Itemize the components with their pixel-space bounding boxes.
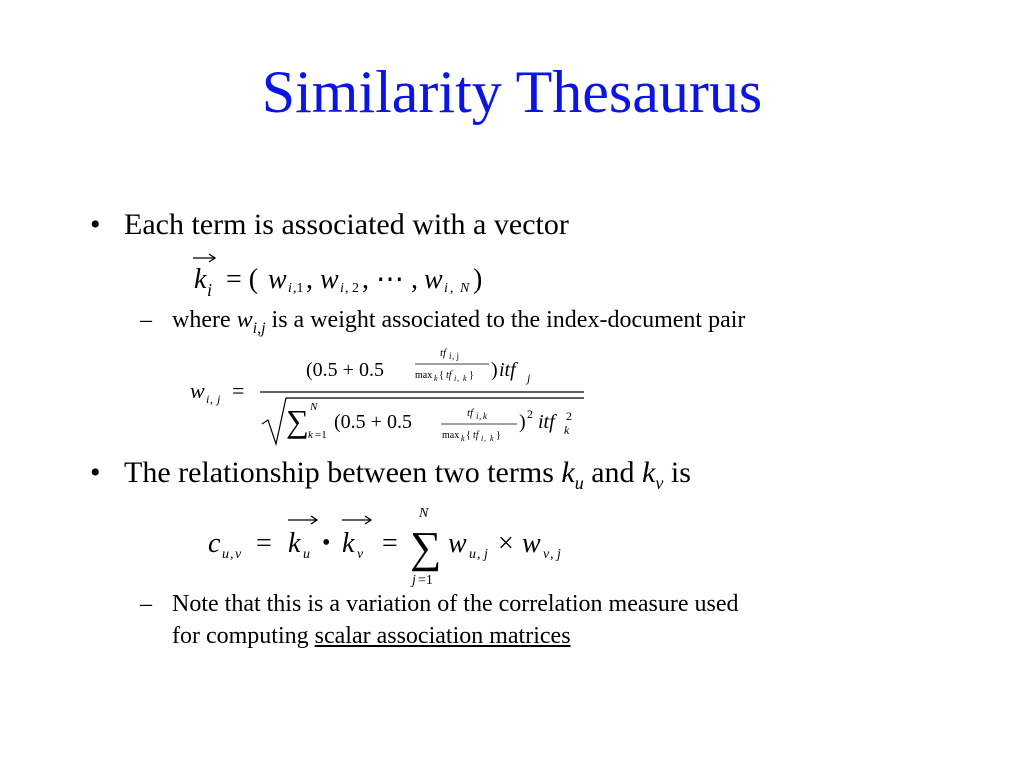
term-vector-equation	[180, 250, 510, 302]
svg-text:, 2: , 2	[345, 281, 359, 296]
svg-text:max: max	[442, 430, 460, 441]
svg-text:N: N	[419, 506, 429, 521]
svg-text:tf: tf	[473, 430, 479, 441]
variation-note-line2-prefix: for computing	[172, 623, 309, 649]
svg-text:i: i	[481, 434, 484, 443]
svg-text:k: k	[483, 411, 487, 421]
svg-text:}: }	[469, 370, 474, 381]
svg-text:v: v	[543, 547, 550, 562]
svg-text:i: i	[476, 411, 479, 421]
svg-text:2: 2	[527, 407, 533, 421]
svg-text:i: i	[449, 351, 452, 361]
svg-text:,: ,	[479, 411, 482, 421]
svg-text:,: ,	[477, 547, 481, 562]
svg-text:,: ,	[450, 281, 454, 296]
bullet-relationship	[90, 456, 691, 494]
svg-text:itf: itf	[538, 411, 555, 433]
weight-note	[140, 304, 745, 345]
weight-symbol: $w_{i,j}$	[236, 307, 266, 337]
svg-text:k: k	[463, 374, 467, 383]
svg-text:N: N	[310, 401, 318, 413]
svg-text:,1: ,1	[293, 281, 304, 296]
svg-text:=1: =1	[315, 429, 327, 441]
svg-text:i: i	[288, 281, 292, 296]
svg-text:(0.5 + 0.5: (0.5 + 0.5	[334, 411, 412, 433]
svg-text:i: i	[206, 392, 210, 406]
svg-text:i: i	[340, 281, 344, 296]
svg-text:w: w	[320, 264, 339, 295]
svg-text:k: k	[461, 434, 465, 443]
svg-text:,: ,	[210, 392, 213, 406]
svg-text:,: ,	[306, 264, 313, 295]
svg-text:N: N	[460, 281, 470, 296]
bullet-vector	[90, 208, 569, 242]
svg-text:i: i	[207, 280, 213, 300]
svg-text:{: {	[466, 430, 471, 441]
dash-marker: –	[140, 591, 152, 617]
svg-text:): )	[473, 264, 483, 295]
relationship-prefix: The relationship between two terms	[124, 456, 554, 489]
svg-text:j: j	[527, 371, 531, 385]
term-ku-symbol: $k_u$	[561, 456, 584, 493]
svg-text:}: }	[496, 430, 501, 441]
svg-text:k: k	[308, 429, 313, 441]
svg-text:2: 2	[566, 409, 572, 423]
svg-text:,: ,	[457, 374, 459, 383]
bullet-text: Each term is associated with a vector	[124, 208, 569, 241]
svg-text:k: k	[288, 528, 301, 559]
svg-text:u: u	[469, 547, 476, 562]
svg-text:{: {	[439, 370, 444, 381]
svg-text:k: k	[434, 374, 438, 383]
dash-marker: –	[140, 307, 152, 333]
svg-text:): )	[491, 359, 498, 381]
svg-text:i: i	[454, 374, 457, 383]
svg-text:k: k	[342, 528, 355, 559]
svg-text:j: j	[484, 547, 488, 562]
svg-text:,: ,	[484, 434, 486, 443]
svg-text:,: ,	[550, 547, 554, 562]
svg-text:=: =	[232, 378, 245, 403]
variation-note-line1: Note that this is a variation of the correlation measure used	[172, 591, 739, 617]
svg-text:u: u	[222, 547, 229, 562]
variation-note	[140, 588, 738, 652]
weight-note-suffix: is a weight associated to the index-document pair	[271, 307, 746, 333]
relationship-and: and	[591, 456, 635, 489]
svg-text:k: k	[194, 264, 207, 295]
svg-text:∑: ∑	[410, 523, 442, 572]
term-kv-symbol: $k_v$	[642, 456, 664, 493]
svg-text:max: max	[415, 370, 433, 381]
svg-text:=1: =1	[418, 573, 433, 588]
svg-text:k: k	[564, 423, 570, 437]
svg-text:=: =	[256, 528, 272, 559]
svg-text:v: v	[235, 547, 242, 562]
weight-formula	[186, 340, 596, 448]
svg-text:w: w	[522, 528, 541, 559]
svg-text:•: •	[322, 530, 331, 556]
svg-text:×: ×	[498, 528, 514, 559]
svg-text:=: =	[382, 528, 398, 559]
svg-text:tf: tf	[446, 370, 452, 381]
svg-text:tf: tf	[467, 407, 474, 419]
svg-text:w: w	[190, 378, 205, 403]
svg-text:u: u	[303, 547, 310, 562]
svg-text:k: k	[490, 434, 494, 443]
svg-text:, ⋯ ,: , ⋯ ,	[362, 264, 418, 295]
svg-text:j: j	[217, 392, 221, 406]
svg-text:itf: itf	[499, 359, 516, 381]
svg-text:, j: , j	[452, 351, 460, 361]
svg-text:= (: = (	[226, 264, 259, 295]
svg-text:i: i	[444, 281, 448, 296]
bullet-dot: •	[90, 456, 101, 489]
relationship-is: is	[670, 456, 691, 489]
svg-text:w: w	[424, 264, 443, 295]
svg-text:w: w	[268, 264, 287, 295]
scalar-association-link[interactable]: scalar association matrices	[314, 623, 571, 649]
svg-text:v: v	[357, 547, 364, 562]
weight-note-prefix: where	[172, 307, 231, 333]
slide-title: Similarity Thesaurus	[261, 59, 763, 125]
svg-text:w: w	[448, 528, 467, 559]
bullet-dot: •	[90, 208, 101, 241]
svg-text:(0.5 + 0.5: (0.5 + 0.5	[306, 359, 384, 381]
svg-text:j: j	[412, 573, 416, 588]
correlation-equation	[204, 500, 584, 592]
svg-text:): )	[519, 411, 526, 433]
svg-text:∑: ∑	[286, 403, 309, 439]
svg-text:tf: tf	[440, 347, 447, 359]
svg-text:j: j	[557, 547, 561, 562]
svg-text:,: ,	[230, 547, 234, 562]
svg-text:c: c	[208, 528, 221, 559]
